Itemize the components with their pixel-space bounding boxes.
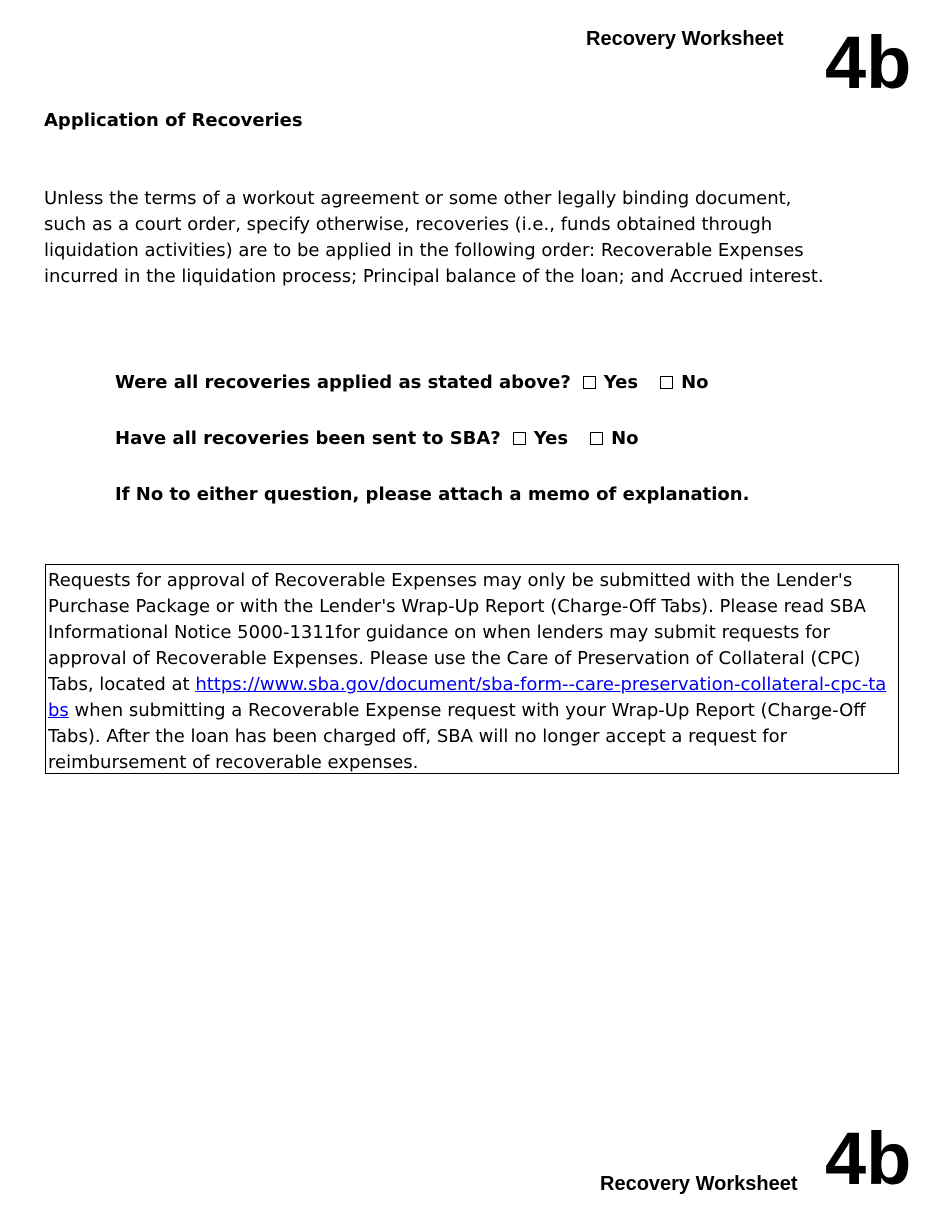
header-title: Recovery Worksheet [586,28,784,50]
yes-label[interactable]: Yes [533,428,569,449]
header-form-number: 4b [825,21,912,104]
footer-form-number: 4b [825,1117,912,1200]
intro-paragraph: Unless the terms of a workout agreement or some other legally binding document, such as a court order, specify otherwise, recoveries (i.e., funds obtained through liquidation activities) are to be applied in the following order: Recoverable Expenses incurred in the liquidation process; Principal balance of the loan; and Accrued interest. [44,188,824,287]
section-title: Application of Recoveries [44,110,303,131]
question-text: Were all recoveries applied as stated above? [115,372,571,393]
no-checkbox[interactable] [590,432,603,445]
recoverable-expenses-note [45,564,899,774]
yes-checkbox[interactable] [583,376,596,389]
note-text-before: Requests for approval of Recoverable Expenses may only be submitted with the Lender's Purchase Package or with the Lender's Wrap-Up Report (Charge-Off Tabs). Please read SBA Informational Notice 5000-1311for guidance on when lenders may submit requests for approval of Recoverable Expenses. Please use the Care of Preservation of Collateral (CPC) Tabs, located at [48,570,866,695]
yes-checkbox[interactable] [513,432,526,445]
question-recoveries-applied [115,372,709,393]
no-label[interactable]: No [681,372,709,393]
no-label[interactable]: No [611,428,639,449]
question-text: Have all recoveries been sent to SBA? [115,428,501,449]
note-text-after: when submitting a Recoverable Expense request with your Wrap-Up Report (Charge-Off Tabs). After the loan has been charged off, SBA will no longer accept a request for reimbursement of recoverable expenses. [48,700,866,773]
question-recoveries-sent [115,428,639,449]
yes-label[interactable]: Yes [603,372,639,393]
memo-instruction: If No to either question, please attach a memo of explanation. [115,484,750,505]
cpc-tabs-link[interactable]: https://www.sba.gov/document/sba-form--care-preservation-collateral-cpc-tabs [48,674,887,721]
footer-title: Recovery Worksheet [600,1173,798,1195]
no-checkbox[interactable] [660,376,673,389]
